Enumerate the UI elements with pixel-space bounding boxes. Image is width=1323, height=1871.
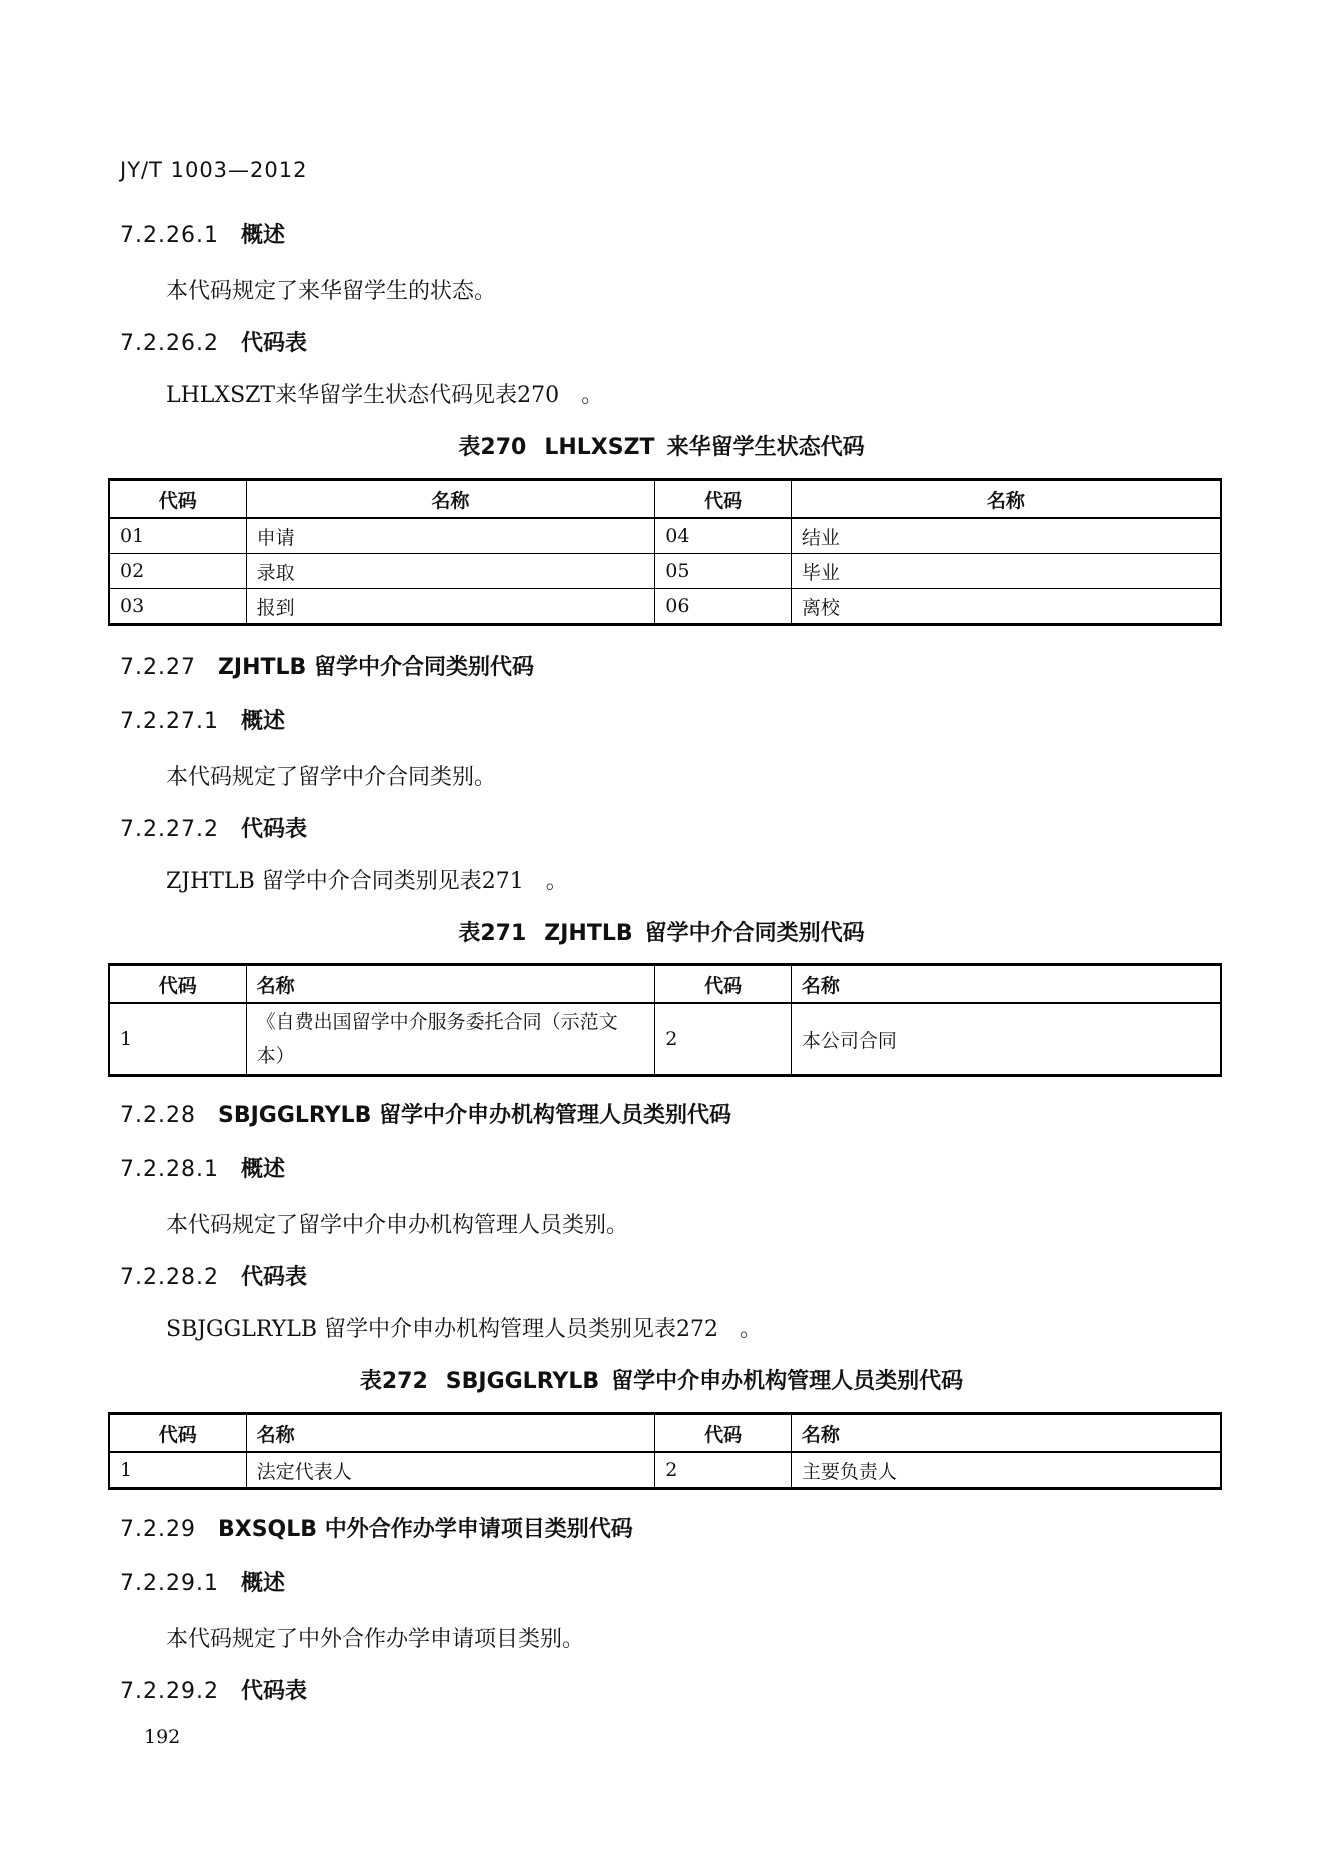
table-cell: 《自费出国留学中介服务委托合同（示范文本） xyxy=(246,1003,655,1076)
table-cell: 01 xyxy=(109,518,246,554)
table-row xyxy=(109,589,1221,625)
section-title: 代码表 xyxy=(240,1679,307,1704)
table-caption xyxy=(0,430,1323,461)
section-number: 7.2.28.2 xyxy=(120,1265,219,1290)
code-table xyxy=(108,963,1222,1077)
table-cell: 本公司合同 xyxy=(791,1003,1221,1076)
section-title: 代码表 xyxy=(240,1265,307,1290)
table-caption xyxy=(0,1364,1323,1395)
header-cell: 代码 xyxy=(109,480,246,519)
section-heading xyxy=(120,812,307,843)
table-number: 表271 xyxy=(458,921,527,946)
section-title: 概述 xyxy=(240,1571,285,1596)
section-heading xyxy=(120,650,534,681)
header-cell: 名称 xyxy=(246,965,655,1004)
paragraph: 本代码规定了来华留学生的状态。 xyxy=(166,279,497,304)
code-table xyxy=(108,1412,1222,1490)
section-number: 7.2.27 xyxy=(120,655,196,680)
code-table xyxy=(108,478,1222,626)
paragraph: SBJGGLRYLB 留学中介申办机构管理人员类别见表272 。 xyxy=(166,1317,762,1342)
section-title: 代码表 xyxy=(240,817,307,842)
table-cell: 06 xyxy=(655,589,792,625)
table-header-row xyxy=(109,480,1221,519)
header-cell: 名称 xyxy=(791,965,1221,1004)
table-cell: 结业 xyxy=(791,518,1221,554)
paragraph: ZJHTLB 留学中介合同类别见表271 。 xyxy=(166,869,568,894)
header-cell: 名称 xyxy=(791,1414,1221,1453)
table-cell: 05 xyxy=(655,554,792,589)
paragraph: 本代码规定了留学中介申办机构管理人员类别。 xyxy=(166,1213,629,1238)
section-number: 7.2.26.2 xyxy=(120,331,219,356)
table-cell: 主要负责人 xyxy=(791,1452,1221,1489)
table-cell: 2 xyxy=(655,1003,792,1076)
table-row xyxy=(109,1003,1221,1076)
table-number: 表270 xyxy=(458,435,527,460)
section-number: 7.2.29 xyxy=(120,1517,196,1542)
section-heading xyxy=(120,1152,285,1183)
table-row xyxy=(109,518,1221,554)
section-heading xyxy=(120,1098,731,1129)
header-cell: 名称 xyxy=(246,480,655,519)
table-row xyxy=(109,1452,1221,1489)
section-title: SBJGGLRYLB 留学中介申办机构管理人员类别代码 xyxy=(217,1103,732,1128)
section-title: 概述 xyxy=(240,1157,285,1182)
header-cell: 代码 xyxy=(655,480,792,519)
table-cell: 离校 xyxy=(791,589,1221,625)
table-cell: 法定代表人 xyxy=(246,1452,655,1489)
paragraph: 本代码规定了中外合作办学申请项目类别。 xyxy=(166,1627,585,1652)
section-number: 7.2.28.1 xyxy=(120,1157,219,1182)
table-header-row xyxy=(109,965,1221,1004)
section-title: 代码表 xyxy=(240,331,307,356)
table-cell: 02 xyxy=(109,554,246,589)
table-cell: 录取 xyxy=(246,554,655,589)
header-cell: 代码 xyxy=(109,1414,246,1453)
table-cell: 报到 xyxy=(246,589,655,625)
section-title: BXSQLB 中外合作办学申请项目类别代码 xyxy=(217,1517,633,1542)
table-title: 留学中介申办机构管理人员类别代码 xyxy=(611,1369,964,1394)
table-code: ZJHTLB xyxy=(544,921,633,946)
paragraph: 本代码规定了留学中介合同类别。 xyxy=(166,765,497,790)
table-caption xyxy=(0,916,1323,947)
document-header: JY/T 1003—2012 xyxy=(120,158,308,182)
section-heading xyxy=(120,218,285,249)
table-code: LHLXSZT xyxy=(544,435,655,460)
table-title: 来华留学生状态代码 xyxy=(666,435,865,460)
page-number: 192 xyxy=(144,1726,181,1748)
header-cell: 名称 xyxy=(791,480,1221,519)
section-heading xyxy=(120,704,285,735)
table-cell: 申请 xyxy=(246,518,655,554)
section-heading xyxy=(120,1512,633,1543)
section-heading xyxy=(120,1260,307,1291)
table-cell: 03 xyxy=(109,589,246,625)
section-title: ZJHTLB 留学中介合同类别代码 xyxy=(217,655,534,680)
section-heading xyxy=(120,1674,307,1705)
section-number: 7.2.29.1 xyxy=(120,1571,219,1596)
section-number: 7.2.26.1 xyxy=(120,223,219,248)
header-cell: 代码 xyxy=(655,965,792,1004)
section-number: 7.2.29.2 xyxy=(120,1679,219,1704)
header-cell: 名称 xyxy=(246,1414,655,1453)
table-row xyxy=(109,554,1221,589)
header-cell: 代码 xyxy=(109,965,246,1004)
table-code: SBJGGLRYLB xyxy=(445,1369,600,1394)
section-number: 7.2.27.2 xyxy=(120,817,219,842)
table-cell: 2 xyxy=(655,1452,792,1489)
section-number: 7.2.28 xyxy=(120,1103,196,1128)
table-cell: 1 xyxy=(109,1003,246,1076)
table-number: 表272 xyxy=(359,1369,428,1394)
table-cell: 04 xyxy=(655,518,792,554)
section-number: 7.2.27.1 xyxy=(120,709,219,734)
table-cell: 毕业 xyxy=(791,554,1221,589)
table-header-row xyxy=(109,1414,1221,1453)
header-cell: 代码 xyxy=(655,1414,792,1453)
section-heading xyxy=(120,1566,285,1597)
section-title: 概述 xyxy=(240,709,285,734)
paragraph: LHLXSZT来华留学生状态代码见表270 。 xyxy=(166,383,604,408)
section-title: 概述 xyxy=(240,223,285,248)
table-title: 留学中介合同类别代码 xyxy=(644,921,865,946)
table-cell: 1 xyxy=(109,1452,246,1489)
section-heading xyxy=(120,326,307,357)
